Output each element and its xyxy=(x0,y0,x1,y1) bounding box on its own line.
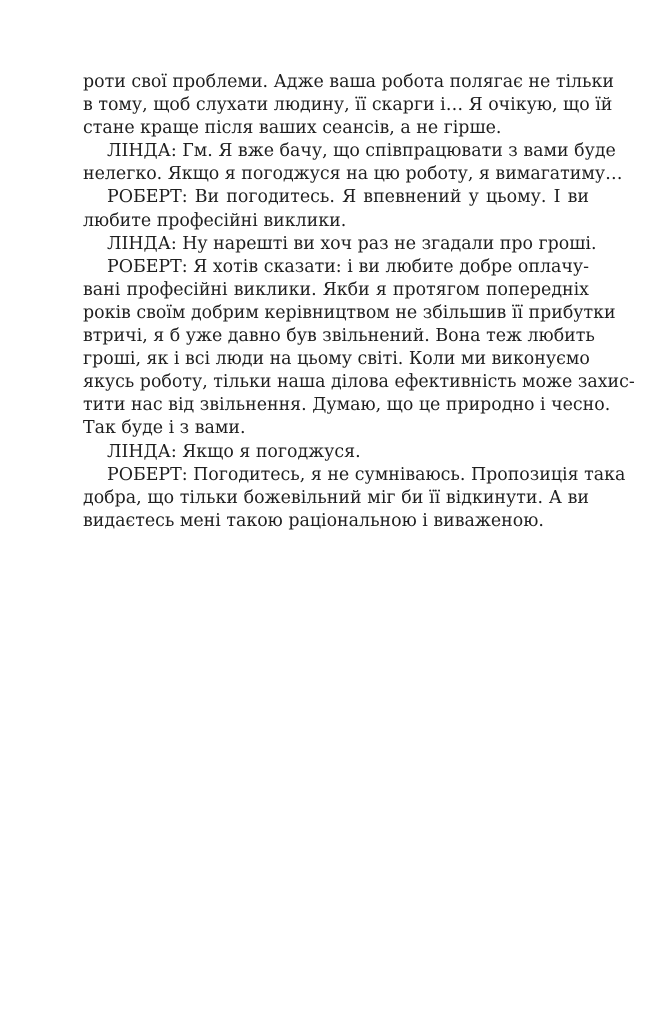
text-line: любите професійні виклики. xyxy=(83,210,347,231)
text-line: ЛІНДА: Якщо я погоджуся. xyxy=(107,441,361,462)
text-line: Так буде і з вами. xyxy=(83,418,246,439)
text-line: втричі, я б уже давно був звільнений. Вона теж любить xyxy=(83,326,595,347)
text-line: добра, що тільки божевільний міг би її відкинути. А ви xyxy=(83,487,589,508)
text-line: якусь роботу, тільки наша ділова ефективність може захис- xyxy=(83,372,635,393)
text-line: роти свої проблеми. Адже ваша робота полягає не тільки xyxy=(83,72,614,92)
text-line: видаєтесь мені такою раціональною і виваженою. xyxy=(83,510,544,531)
text-line: стане краще після ваших сеансів, а не гірше. xyxy=(83,118,502,139)
text-line: вані професійні виклики. Якби я протягом попередніх xyxy=(83,279,589,300)
text-line: РОБЕРТ: Погодитесь, я не сумніваюсь. Пропозиція така xyxy=(107,464,626,485)
text-line: в тому, щоб слухати людину, її скарги і… Я очікую, що їй xyxy=(83,95,613,116)
text-line: РОБЕРТ: Ви погодитесь. Я впевнений у цьому. І ви xyxy=(107,187,589,208)
text-line: тити нас від звільнення. Думаю, що це природно і чесно. xyxy=(83,395,611,416)
body-text xyxy=(83,71,635,533)
text-line: ЛІНДА: Ну нарешті ви хоч раз не згадали про гроші. xyxy=(107,233,597,254)
text-line: років своїм добрим керівництвом не збільшив її прибутки xyxy=(83,302,616,323)
text-line: гроші, як і всі люди на цьому світі. Коли ми виконуємо xyxy=(83,349,590,370)
text-line: нелегко. Якщо я погоджуся на цю роботу, я вимагатиму… xyxy=(83,164,623,185)
text-line: ЛІНДА: Гм. Я вже бачу, що співпрацювати з вами буде xyxy=(107,141,616,162)
text-line: РОБЕРТ: Я хотів сказати: і ви любите добре оплачу- xyxy=(107,256,589,277)
